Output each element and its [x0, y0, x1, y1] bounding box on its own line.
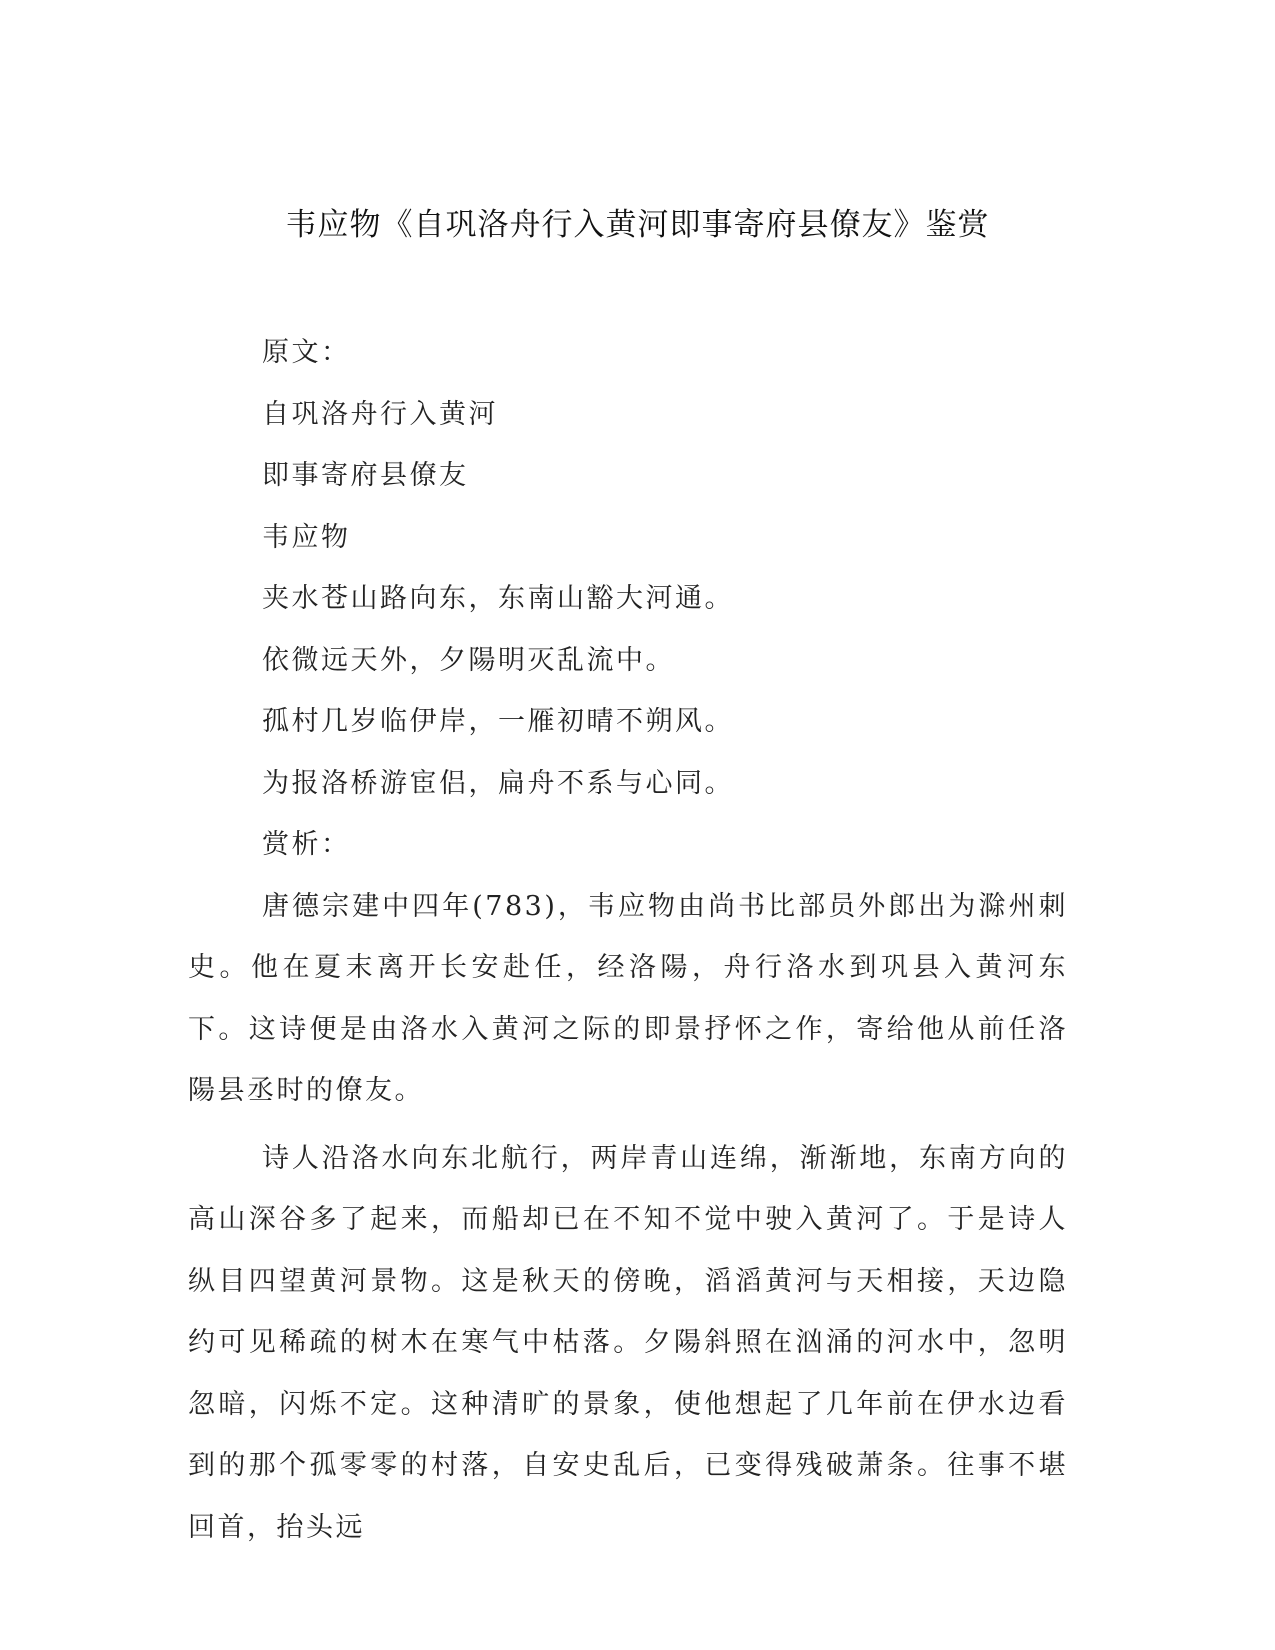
- poem-line: 夹水苍山路向东，东南山豁大河通。: [262, 583, 734, 614]
- poem-line: 为报洛桥游宦侣，扁舟不系与心同。: [262, 767, 734, 799]
- poem-title-line-1: 自巩洛舟行入黄河: [262, 398, 498, 430]
- document-body: [188, 322, 1068, 1558]
- poem-line: 孤村几岁临伊岸，一雁初晴不朔风。: [262, 706, 734, 737]
- poem-line: 依微远天外，夕陽明灭乱流中。: [262, 644, 675, 676]
- analysis-paragraph: 诗人沿洛水向东北航行，两岸青山连绵，渐渐地，东南方向的高山深谷多了起来，而船却已在不知不觉中驶入黄河了。于是诗人纵目四望黄河景物。这是秋天的傍晚，滔滔黄河与天相接，天边隐约可见稀疏的树木在寒气中枯落。夕陽斜照在汹涌的河水中，忽明忽暗，闪烁不定。这种清旷的景象，使他想起了几年前在伊水边看到的那个孤零零的村落，自安史乱后，已变得残破萧条。往事不堪回首，抬头远: [188, 1142, 1068, 1543]
- poem-title-line-2: 即事寄府县僚友: [262, 460, 469, 491]
- page-title: 韦应物《自巩洛舟行入黄河即事寄府县僚友》鉴赏: [285, 207, 990, 243]
- analysis-label: 赏析：: [262, 829, 351, 860]
- poem-author: 韦应物: [262, 521, 351, 553]
- original-label: 原文：: [262, 337, 351, 368]
- analysis-paragraph: 唐德宗建中四年(783)，韦应物由尚书比部员外郎出为滁州刺史。他在夏末离开长安赴任，经洛陽，舟行洛水到巩县入黄河东下。这诗便是由洛水入黄河之际的即景抒怀之作，寄给他从前任洛陽县丞时的僚友。: [188, 890, 1068, 1106]
